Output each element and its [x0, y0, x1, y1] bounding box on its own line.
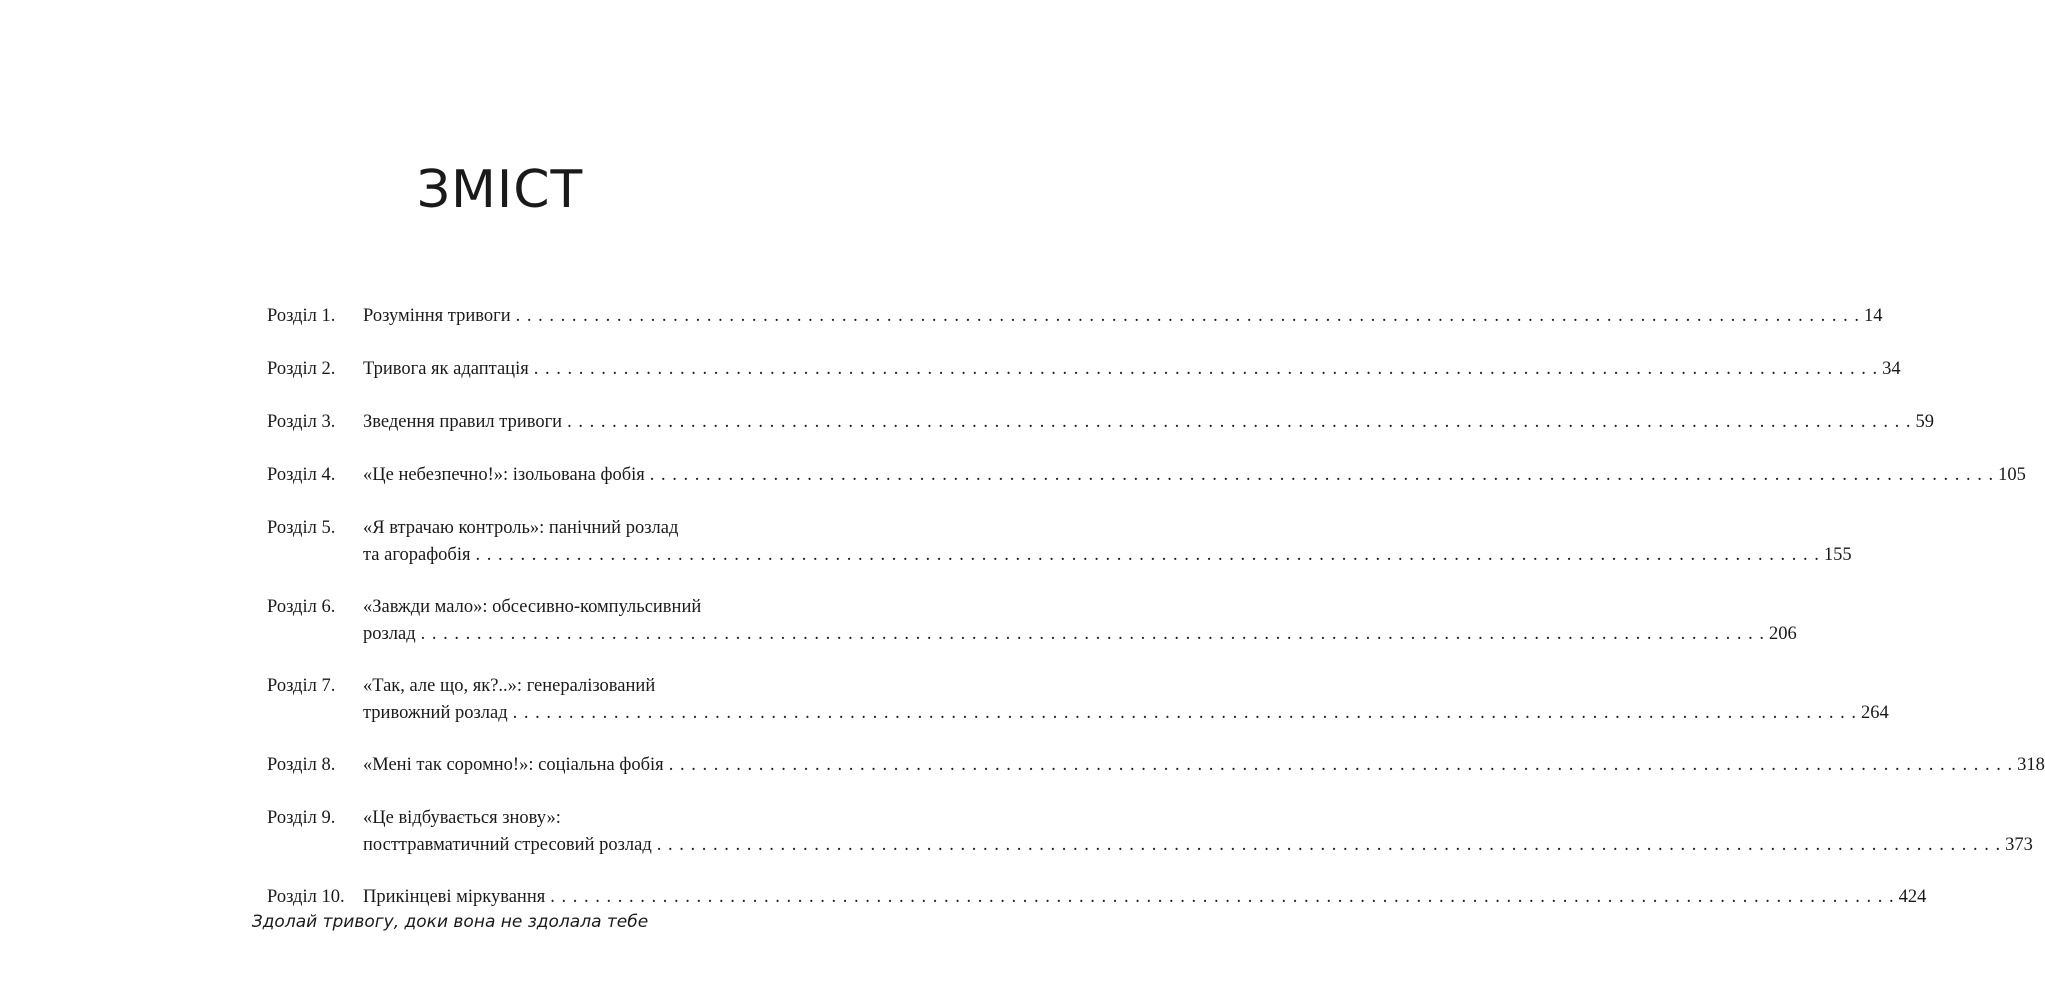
- chapter-body: [363, 515, 1852, 569]
- chapter-title: «Так, але що, як?..»: генералізований: [363, 676, 656, 696]
- chapter-number: Розділ 7.: [267, 676, 336, 696]
- dot-leader: . . . . . . . . . . . . . . . . . . . . . . . . . . . . . . . . . . . . . . . . . . . . . . . . . . . . . . . . . . . . . . . . . . . . . . . . . . . . . . . . . . . . . . . . . . . . . . . . . . . . . . . . . . . . . . . . . . . . . . . .: [533, 359, 1879, 379]
- toc-entry: [267, 303, 1883, 330]
- chapter-title: тривожний розлад: [363, 703, 508, 723]
- chapter-title: Тривога як адаптація: [363, 359, 529, 379]
- chapter-title-line: [363, 673, 757, 700]
- chapter-body: [363, 673, 1889, 727]
- page-number: 155: [1823, 545, 1852, 565]
- chapter-title-line: [363, 832, 2033, 859]
- chapter-title-line: [363, 515, 757, 542]
- page-number: 59: [1915, 412, 1934, 432]
- chapter-number: Розділ 10.: [267, 887, 345, 907]
- chapter-body: [363, 594, 1797, 648]
- chapter-title-line: [363, 594, 757, 621]
- chapter-body: [363, 303, 1883, 330]
- chapter-number: Розділ 2.: [267, 359, 336, 379]
- chapter-number: Розділ 8.: [267, 755, 336, 775]
- chapter-title-line: [363, 621, 1797, 648]
- chapter-title: Розуміння тривоги: [363, 306, 511, 326]
- chapter-title: Прикінцеві міркування: [363, 887, 546, 907]
- page-number: 424: [1898, 887, 1927, 907]
- chapter-title-line: [363, 409, 1934, 436]
- chapter-title-line: [363, 542, 1852, 569]
- chapter-number: Розділ 6.: [267, 597, 336, 617]
- chapter-title: «Це небезпечно!»: ізольована фобія: [363, 465, 645, 485]
- chapter-title: та агорафобія: [363, 545, 471, 565]
- toc-entry: [267, 409, 1934, 436]
- page-number: 318: [2017, 755, 2045, 775]
- chapter-title-line: [363, 884, 1927, 911]
- chapter-number: Розділ 3.: [267, 412, 336, 432]
- toc-entry: [267, 673, 1889, 727]
- toc-entry: [267, 884, 1927, 911]
- chapter-body: [363, 805, 2033, 859]
- chapter-title-line: [363, 462, 2026, 489]
- chapter-title: «Завжди мало»: обсесивно-компульсивний: [363, 597, 702, 617]
- page-number: 14: [1863, 306, 1883, 326]
- table-of-contents: [267, 303, 2045, 937]
- page-number: 206: [1769, 624, 1797, 644]
- chapter-body: [363, 884, 1927, 911]
- dot-leader: . . . . . . . . . . . . . . . . . . . . . . . . . . . . . . . . . . . . . . . . . . . . . . . . . . . . . . . . . . . . . . . . . . . . . . . . . . . . . . . . . . . . . . . . . . . . . . . . . . . . . . . . . . . . . . . . . . . . . . . .: [515, 306, 1860, 326]
- toc-entry: [267, 805, 2033, 859]
- chapter-body: [363, 462, 2026, 489]
- chapter-title: посттравматичний стресовий розлад: [363, 835, 652, 855]
- chapter-title: «Мені так соромно!»: соціальна фобія: [363, 755, 664, 775]
- chapter-title: Зведення правил тривоги: [363, 412, 563, 432]
- chapter-title-line: [363, 805, 757, 832]
- chapter-title: розлад: [363, 624, 416, 644]
- dot-leader: . . . . . . . . . . . . . . . . . . . . . . . . . . . . . . . . . . . . . . . . . . . . . . . . . . . . . . . . . . . . . . . . . . . . . . . . . . . . . . . . . . . . . . . . . . . . . . . . . . . . . . . . . . . . . . . . . . . . . . . .: [475, 545, 1820, 565]
- dot-leader: . . . . . . . . . . . . . . . . . . . . . . . . . . . . . . . . . . . . . . . . . . . . . . . . . . . . . . . . . . . . . . . . . . . . . . . . . . . . . . . . . . . . . . . . . . . . . . . . . . . . . . . . . . . . . . . . . . . . . . . .: [550, 887, 1895, 907]
- chapter-number: Розділ 5.: [267, 518, 336, 538]
- chapter-title-line: [363, 356, 1901, 383]
- page-number: 373: [2005, 835, 2033, 855]
- toc-entry: [267, 356, 1901, 383]
- chapter-title-line: [363, 752, 2045, 779]
- toc-entry: [267, 515, 1852, 569]
- dot-leader: . . . . . . . . . . . . . . . . . . . . . . . . . . . . . . . . . . . . . . . . . . . . . . . . . . . . . . . . . . . . . . . . . . . . . . . . . . . . . . . . . . . . . . . . . . . . . . . . . . . . . . . . . . . . . . . . . . . . . . . .: [567, 412, 1912, 432]
- dot-leader: . . . . . . . . . . . . . . . . . . . . . . . . . . . . . . . . . . . . . . . . . . . . . . . . . . . . . . . . . . . . . . . . . . . . . . . . . . . . . . . . . . . . . . . . . . . . . . . . . . . . . . . . . . . . . . . . . . . . . . . .: [656, 835, 2002, 855]
- toc-entry: [267, 752, 2045, 779]
- toc-entry: [267, 594, 1797, 648]
- dot-leader: . . . . . . . . . . . . . . . . . . . . . . . . . . . . . . . . . . . . . . . . . . . . . . . . . . . . . . . . . . . . . . . . . . . . . . . . . . . . . . . . . . . . . . . . . . . . . . . . . . . . . . . . . . . . . . . . . . . . . . . .: [649, 465, 1995, 485]
- page-number: 34: [1882, 359, 1901, 379]
- toc-entry: [267, 462, 2026, 489]
- page-number: 105: [1998, 465, 2026, 485]
- chapter-number: Розділ 1.: [267, 306, 336, 326]
- chapter-body: [363, 752, 2045, 779]
- dot-leader: . . . . . . . . . . . . . . . . . . . . . . . . . . . . . . . . . . . . . . . . . . . . . . . . . . . . . . . . . . . . . . . . . . . . . . . . . . . . . . . . . . . . . . . . . . . . . . . . . . . . . . . . . . . . . . . . . . . . . . . .: [512, 703, 1858, 723]
- chapter-title: «Це відбувається знову»:: [363, 808, 561, 828]
- chapter-body: [363, 356, 1901, 383]
- chapter-number: Розділ 4.: [267, 465, 336, 485]
- chapter-title-line: [363, 700, 1889, 727]
- chapter-number: Розділ 9.: [267, 808, 336, 828]
- dot-leader: . . . . . . . . . . . . . . . . . . . . . . . . . . . . . . . . . . . . . . . . . . . . . . . . . . . . . . . . . . . . . . . . . . . . . . . . . . . . . . . . . . . . . . . . . . . . . . . . . . . . . . . . . . . . . . . . . . . . . . . .: [668, 755, 2014, 775]
- running-footer: Здолай тривогу, доки вона не здолала тебе: [251, 912, 649, 932]
- chapter-body: [363, 409, 1934, 436]
- page-title: ЗМІСТ: [416, 160, 584, 220]
- chapter-title-line: [363, 303, 1883, 330]
- page-number: 264: [1861, 703, 1889, 723]
- dot-leader: . . . . . . . . . . . . . . . . . . . . . . . . . . . . . . . . . . . . . . . . . . . . . . . . . . . . . . . . . . . . . . . . . . . . . . . . . . . . . . . . . . . . . . . . . . . . . . . . . . . . . . . . . . . . . . . . . . . . . . . .: [420, 624, 1766, 644]
- chapter-title: «Я втрачаю контроль»: панічний розлад: [363, 518, 679, 538]
